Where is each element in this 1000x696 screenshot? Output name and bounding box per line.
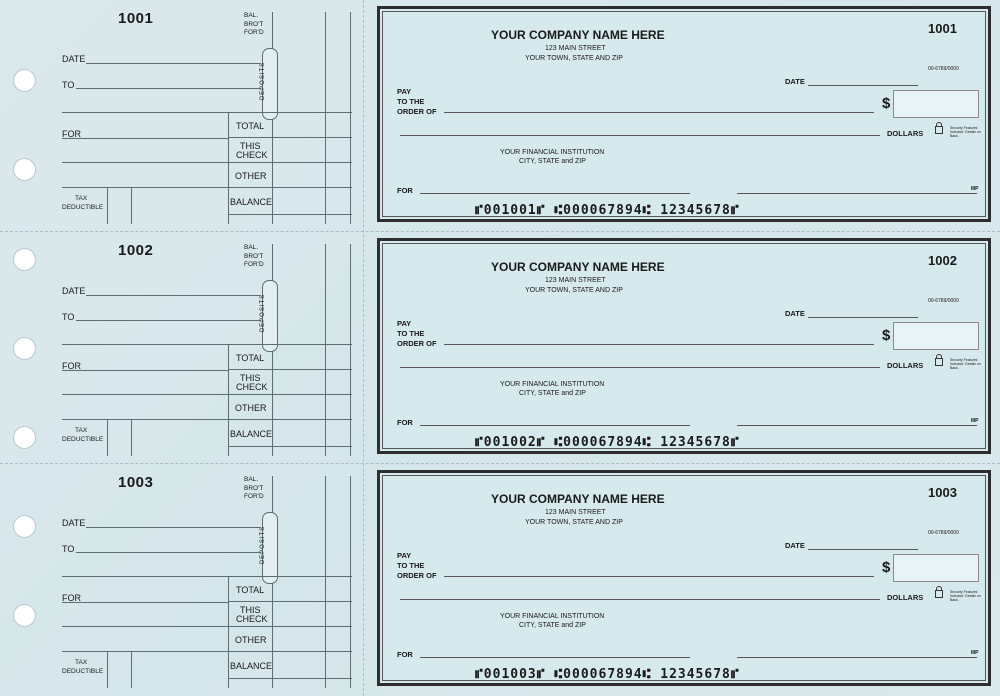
stub-for-label: FOR (62, 129, 81, 139)
company-name: YOUR COMPANY NAME HERE (491, 260, 665, 274)
dollars-label: DOLLARS (887, 593, 924, 602)
check-number: 1003 (928, 485, 957, 500)
company-address-line1: 123 MAIN STREET (545, 45, 606, 52)
pay-to-label (397, 551, 437, 581)
check-body (377, 238, 991, 454)
date-label: DATE (785, 309, 805, 318)
company-address-line1: 123 MAIN STREET (545, 277, 606, 284)
micr-line: ⑈001001⑈ ⑆000067894⑆ 12345678⑈ (475, 203, 740, 218)
date-label: DATE (785, 541, 805, 550)
company-address-line1: 123 MAIN STREET (545, 509, 606, 516)
stub-balance-label: BALANCE (230, 661, 273, 671)
deposits-bracket (262, 48, 278, 120)
deposits-bracket (262, 512, 278, 584)
mp-label: MP (971, 650, 979, 656)
to-the-label: TO THE (397, 561, 425, 570)
stub-divider (228, 344, 229, 456)
dollars-label: DOLLARS (887, 361, 924, 370)
stub-balance-label: BALANCE (230, 429, 273, 439)
stub-divider (228, 576, 229, 688)
stub-deductible-label: DEDUCTIBLE (62, 668, 104, 675)
stub-line (228, 214, 352, 215)
stub-this-label: THIS (240, 373, 261, 383)
stub-divider (350, 12, 351, 224)
stub-divider (131, 187, 132, 224)
bank-name: YOUR FINANCIAL INSTITUTION (500, 149, 605, 156)
stub-divider (131, 651, 132, 688)
stub-line (228, 369, 352, 370)
stub-line (228, 601, 352, 602)
dollar-sign: $ (882, 327, 891, 344)
stub-divider (350, 476, 351, 688)
routing-fraction: 00-6789/0000 (928, 298, 959, 304)
stub-to-line[interactable] (76, 88, 261, 89)
company-name: YOUR COMPANY NAME HERE (491, 28, 665, 42)
check-row-1 (0, 0, 1000, 231)
stub-for-label: FOR (62, 593, 81, 603)
dollar-sign: $ (882, 559, 891, 576)
amount-box[interactable] (893, 554, 979, 582)
stub-divider (228, 112, 229, 224)
check-body (377, 470, 991, 686)
stub-balance-label: BALANCE (230, 197, 273, 207)
amount-words-line[interactable] (400, 599, 880, 600)
mp-label: MP (971, 186, 979, 192)
stub-line (62, 626, 228, 627)
order-of-label: ORDER OF (397, 339, 437, 348)
routing-fraction: 00-6789/0000 (928, 66, 959, 72)
pay-label: PAY (397, 319, 412, 328)
check-row-2 (0, 232, 1000, 463)
order-of-label: ORDER OF (397, 107, 437, 116)
stub-to-line[interactable] (76, 552, 261, 553)
memo-label: FOR (397, 186, 413, 195)
stub-bal-label: BAL. (244, 476, 259, 483)
stub-divider (107, 419, 108, 456)
stub-divider (325, 476, 326, 688)
stub-to-label: TO (62, 80, 75, 90)
stub-total-label: TOTAL (236, 585, 265, 595)
stub-to-line[interactable] (76, 320, 261, 321)
mp-label: MP (971, 418, 979, 424)
pay-label: PAY (397, 87, 412, 96)
stub-line (228, 419, 352, 420)
stub-bal-label: BAL. (244, 244, 259, 251)
stub-number: 1001 (118, 10, 154, 27)
security-features-text: Security Features Included. Details on Back. (950, 358, 981, 370)
stub-divider (131, 419, 132, 456)
payee-line[interactable] (444, 112, 874, 113)
check-body (377, 6, 991, 222)
stub-check-label: CHECK (236, 614, 268, 624)
amount-box[interactable] (893, 90, 979, 118)
stub-line (228, 446, 352, 447)
stub-divider (325, 12, 326, 224)
stub-for-label: FOR (62, 361, 81, 371)
date-label: DATE (785, 77, 805, 86)
check-stub (0, 464, 362, 695)
amount-words-line[interactable] (400, 367, 880, 368)
stub-divider (107, 187, 108, 224)
stub-number: 1002 (118, 242, 154, 259)
security-features-text: Security Features Included. Details on Back. (950, 126, 981, 138)
security-features-text: Security Features Included. Details on Back. (950, 590, 981, 602)
bank-name: YOUR FINANCIAL INSTITUTION (500, 381, 605, 388)
stub-this-label: THIS (240, 605, 261, 615)
stub-line (228, 678, 352, 679)
stub-date-line[interactable] (86, 295, 261, 296)
bank-city: CITY, STATE and ZIP (519, 622, 586, 629)
bank-city: CITY, STATE and ZIP (519, 390, 586, 397)
stub-date-label: DATE (62, 54, 86, 64)
check-number: 1002 (928, 253, 957, 268)
stub-this-label: THIS (240, 141, 261, 151)
stub-tax-label: TAX (75, 427, 88, 434)
stub-brot-label: BRO'T (244, 21, 264, 28)
routing-fraction: 00-6789/0000 (928, 530, 959, 536)
stub-brot-label: BRO'T (244, 485, 264, 492)
pay-to-label (397, 319, 437, 349)
stub-check-label: CHECK (236, 150, 268, 160)
stub-ford-label: FOR'D (244, 493, 264, 500)
memo-label: FOR (397, 418, 413, 427)
stub-line (62, 162, 228, 163)
stub-deductible-label: DEDUCTIBLE (62, 204, 104, 211)
stub-ford-label: FOR'D (244, 261, 264, 268)
stub-line (62, 394, 228, 395)
date-line[interactable] (808, 85, 918, 86)
stub-to-label: TO (62, 312, 75, 322)
micr-line: ⑈001003⑈ ⑆000067894⑆ 12345678⑈ (475, 667, 740, 682)
stub-check-label: CHECK (236, 382, 268, 392)
stub-ford-label: FOR'D (244, 29, 264, 36)
company-name: YOUR COMPANY NAME HERE (491, 492, 665, 506)
payee-line[interactable] (444, 576, 874, 577)
stub-date-line[interactable] (86, 527, 261, 528)
company-address-line2: YOUR TOWN, STATE AND ZIP (525, 287, 623, 294)
order-of-label: ORDER OF (397, 571, 437, 580)
check-stub (0, 0, 362, 231)
lock-icon (935, 358, 943, 366)
stub-for-line[interactable] (62, 602, 228, 603)
dollars-label: DOLLARS (887, 129, 924, 138)
stub-line (228, 344, 352, 345)
bank-name: YOUR FINANCIAL INSTITUTION (500, 613, 605, 620)
amount-box[interactable] (893, 322, 979, 350)
stub-line (228, 137, 352, 138)
stub-date-line[interactable] (86, 63, 261, 64)
stub-other-label: OTHER (235, 635, 267, 645)
stub-number: 1003 (118, 474, 154, 491)
company-address-line2: YOUR TOWN, STATE AND ZIP (525, 519, 623, 526)
stub-divider (325, 244, 326, 456)
check-row-3 (0, 464, 1000, 695)
stub-total-label: TOTAL (236, 353, 265, 363)
stub-line (228, 651, 352, 652)
stub-brot-label: BRO'T (244, 253, 264, 260)
check-number: 1001 (928, 21, 957, 36)
lock-icon (935, 590, 943, 598)
stub-line (228, 187, 352, 188)
pay-label: PAY (397, 551, 412, 560)
stub-tax-label: TAX (75, 659, 88, 666)
signature-line[interactable] (737, 657, 977, 658)
stub-deductible-label: DEDUCTIBLE (62, 436, 104, 443)
stub-total-label: TOTAL (236, 121, 265, 131)
stub-divider (350, 244, 351, 456)
memo-label: FOR (397, 650, 413, 659)
deposits-bracket (262, 280, 278, 352)
stub-bal-label: BAL. (244, 12, 259, 19)
dollar-sign: $ (882, 95, 891, 112)
amount-words-line[interactable] (400, 135, 880, 136)
memo-line[interactable] (420, 193, 690, 194)
stub-date-label: DATE (62, 286, 86, 296)
memo-line[interactable] (420, 657, 690, 658)
micr-line: ⑈001002⑈ ⑆000067894⑆ 12345678⑈ (475, 435, 740, 450)
stub-for-line[interactable] (62, 138, 228, 139)
stub-tax-label: TAX (75, 195, 88, 202)
deposits-label: DEPOSITS (260, 525, 267, 565)
company-address-line2: YOUR TOWN, STATE AND ZIP (525, 55, 623, 62)
stub-to-label: TO (62, 544, 75, 554)
deposits-label: DEPOSITS (260, 293, 267, 333)
payee-line[interactable] (444, 344, 874, 345)
stub-for-line[interactable] (62, 370, 228, 371)
stub-line (228, 626, 352, 627)
stub-line (228, 394, 352, 395)
stub-line (228, 576, 352, 577)
date-line[interactable] (808, 549, 918, 550)
bank-city: CITY, STATE and ZIP (519, 158, 586, 165)
signature-line[interactable] (737, 193, 977, 194)
lock-icon (935, 126, 943, 134)
to-the-label: TO THE (397, 329, 425, 338)
date-line[interactable] (808, 317, 918, 318)
deposits-label: DEPOSITS (260, 61, 267, 101)
stub-date-label: DATE (62, 518, 86, 528)
stub-divider (107, 651, 108, 688)
stub-line (228, 112, 352, 113)
to-the-label: TO THE (397, 97, 425, 106)
pay-to-label (397, 87, 437, 117)
stub-other-label: OTHER (235, 403, 267, 413)
signature-line[interactable] (737, 425, 977, 426)
memo-line[interactable] (420, 425, 690, 426)
stub-line (228, 162, 352, 163)
check-stub (0, 232, 362, 463)
stub-other-label: OTHER (235, 171, 267, 181)
